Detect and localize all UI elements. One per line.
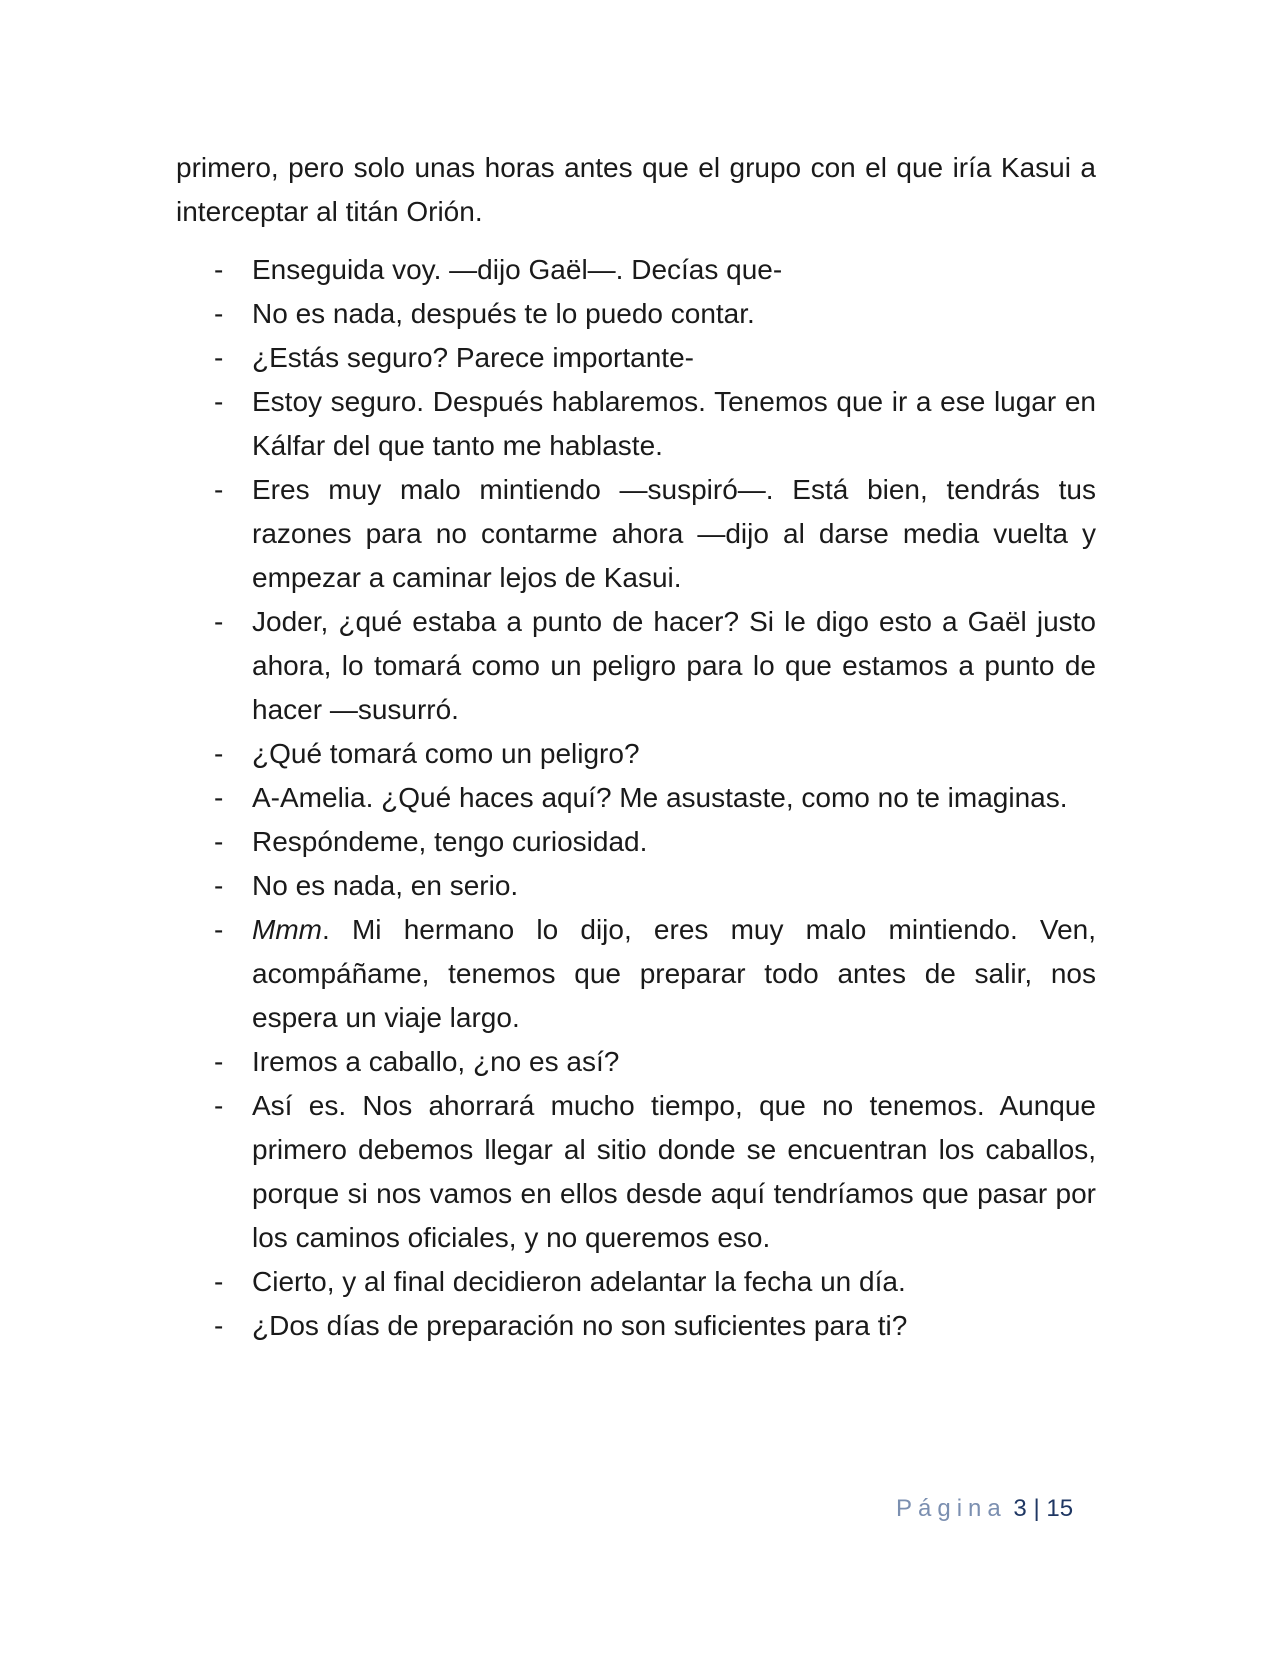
dialogue-line: [176, 292, 1096, 336]
dialogue-line: [176, 1040, 1096, 1084]
dialogue-list: [176, 248, 1096, 1348]
dialogue-line: [176, 732, 1096, 776]
dialogue-text: Joder, ¿qué estaba a punto de hacer? Si le digo esto a Gaël justo ahora, lo tomará como un peligro para lo que estamos a punto de hacer —susurró.: [252, 606, 1096, 725]
page-label: Página: [896, 1495, 1007, 1522]
dialogue-text: Enseguida voy. —dijo Gaël—. Decías que-: [252, 254, 783, 285]
dialogue-dash: -: [214, 826, 224, 857]
dialogue-emphasis: Mmm: [252, 914, 322, 945]
page-total-number: 15: [1046, 1495, 1074, 1522]
dialogue-dash: -: [214, 870, 224, 901]
dialogue-text: ¿Estás seguro? Parece importante-: [252, 342, 694, 373]
dialogue-text: Cierto, y al final decidieron adelantar la fecha un día.: [252, 1266, 906, 1297]
dialogue-text: No es nada, después te lo puedo contar.: [252, 298, 755, 329]
dialogue-line: [176, 248, 1096, 292]
dialogue-text: ¿Dos días de preparación no son suficientes para ti?: [252, 1310, 908, 1341]
dialogue-text: . Mi hermano lo dijo, eres muy malo mintiendo. Ven, acompáñame, tenemos que preparar todo antes de salir, nos espera un viaje largo.: [252, 914, 1096, 1033]
dialogue-dash: -: [214, 342, 224, 373]
dialogue-line: [176, 864, 1096, 908]
page-separator: |: [1033, 1495, 1040, 1522]
dialogue-line: [176, 380, 1096, 468]
dialogue-text: Eres muy malo mintiendo —suspiró—. Está bien, tendrás tus razones para no contarme ahora —dijo al darse media vuelta y empezar a caminar lejos de Kasui.: [252, 474, 1096, 593]
dialogue-line: [176, 1084, 1096, 1260]
dialogue-text: ¿Qué tomará como un peligro?: [252, 738, 640, 769]
dialogue-text: No es nada, en serio.: [252, 870, 519, 901]
page-current-number: 3: [1013, 1495, 1027, 1522]
dialogue-text: Iremos a caballo, ¿no es así?: [252, 1046, 620, 1077]
page-footer: [896, 1494, 1073, 1524]
dialogue-dash: -: [214, 1046, 224, 1077]
dialogue-line: [176, 1260, 1096, 1304]
dialogue-dash: -: [214, 782, 224, 813]
dialogue-dash: -: [214, 298, 224, 329]
dialogue-dash: -: [214, 474, 224, 505]
dialogue-dash: -: [214, 1310, 224, 1341]
dialogue-line: [176, 336, 1096, 380]
dialogue-dash: -: [214, 1266, 224, 1297]
dialogue-dash: -: [214, 1090, 224, 1121]
dialogue-line: [176, 820, 1096, 864]
dialogue-dash: -: [214, 386, 224, 417]
dialogue-text: Así es. Nos ahorrará mucho tiempo, que no tenemos. Aunque primero debemos llegar al sitio donde se encuentran los caballos, porque si nos vamos en ellos desde aquí tendríamos que pasar por los caminos oficiales, y no queremos eso.: [252, 1090, 1096, 1253]
dialogue-line: [176, 600, 1096, 732]
dialogue-dash: -: [214, 606, 224, 637]
dialogue-line: [176, 776, 1096, 820]
page-body: [176, 146, 1096, 1348]
dialogue-dash: -: [214, 738, 224, 769]
dialogue-text: Respóndeme, tengo curiosidad.: [252, 826, 648, 857]
dialogue-line: [176, 908, 1096, 1040]
dialogue-line: [176, 1304, 1096, 1348]
intro-paragraph: primero, pero solo unas horas antes que el grupo con el que iría Kasui a interceptar al titán Orión.: [176, 152, 1096, 227]
dialogue-dash: -: [214, 914, 224, 945]
dialogue-line: [176, 468, 1096, 600]
dialogue-text: A-Amelia. ¿Qué haces aquí? Me asustaste, como no te imaginas.: [252, 782, 1068, 813]
dialogue-text: Estoy seguro. Después hablaremos. Tenemos que ir a ese lugar en Kálfar del que tanto me hablaste.: [252, 386, 1096, 461]
dialogue-dash: -: [214, 254, 224, 285]
